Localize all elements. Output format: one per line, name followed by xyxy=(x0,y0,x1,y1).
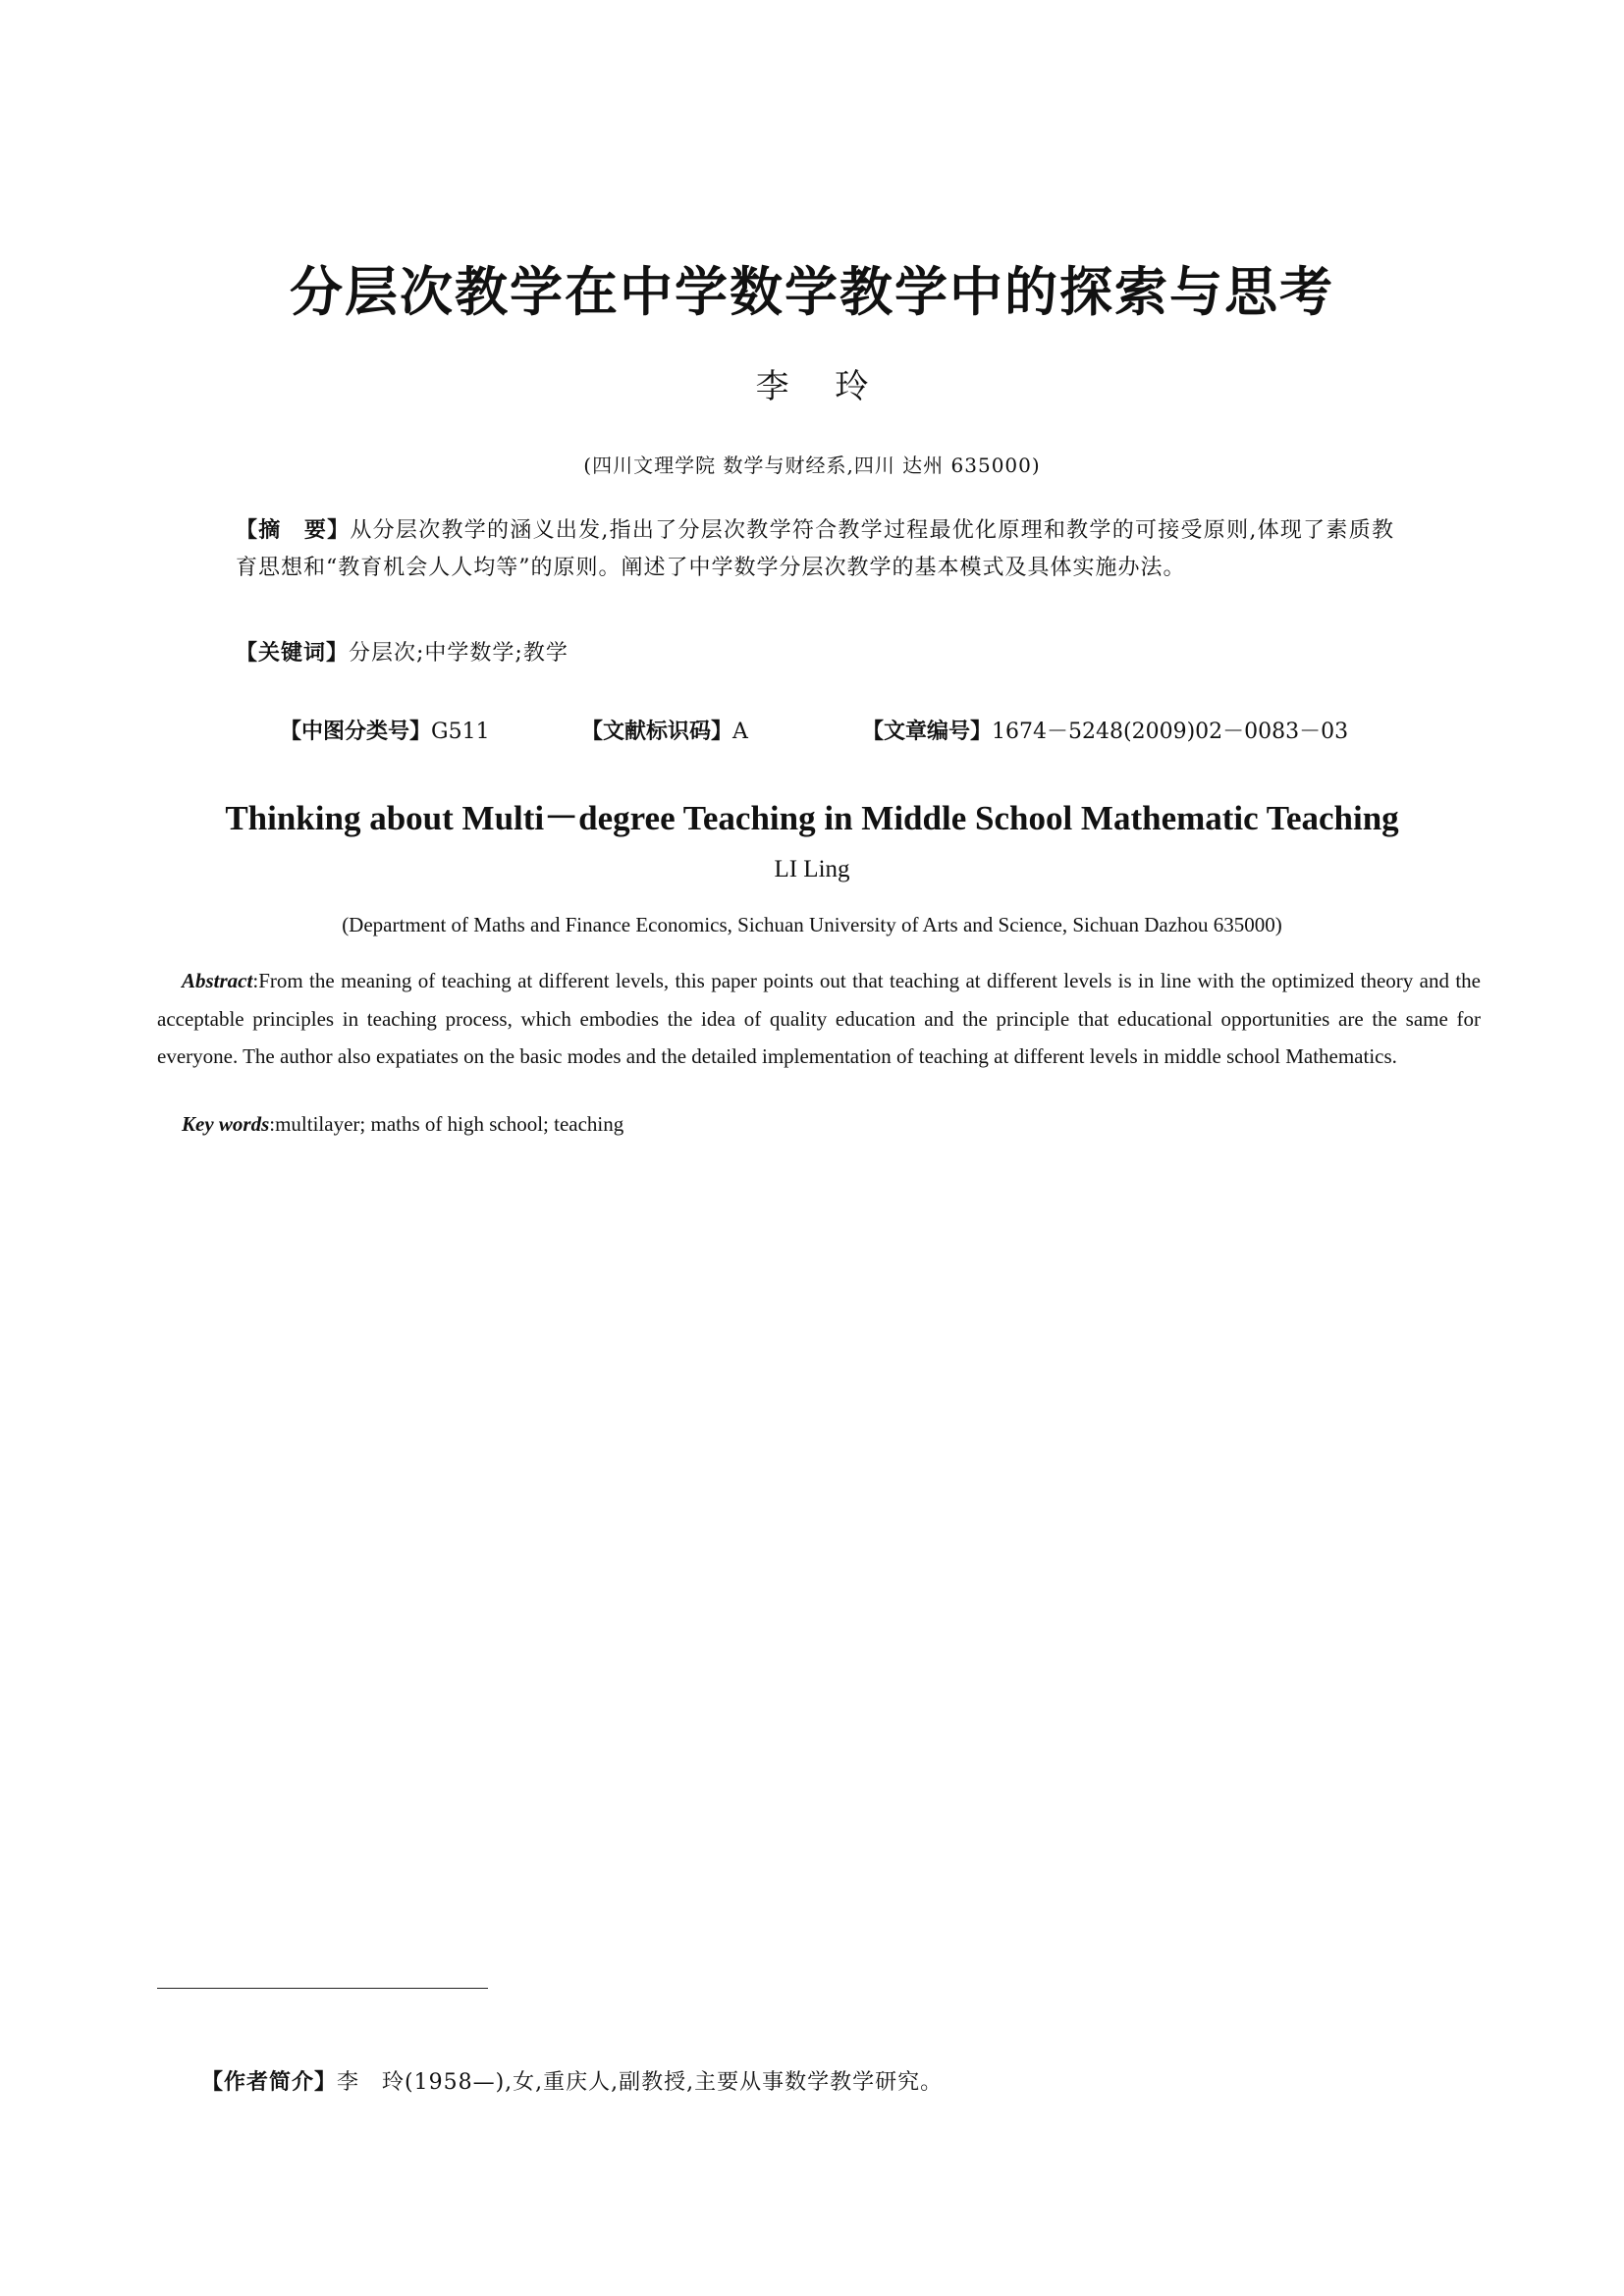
chinese-affiliation: (四川文理学院 数学与财经系,四川 达州 635000) xyxy=(583,454,1041,477)
english-affiliation: (Department of Maths and Finance Economics, Sichuan University of Arts and Science, Sichuan Dazhou 635000) xyxy=(342,913,1282,936)
english-title: Thinking about Multi－degree Teaching in Middle School Mathematic Teaching xyxy=(225,799,1399,837)
document-code-value: A xyxy=(732,720,748,744)
article-number-label: 【文章编号】 xyxy=(862,720,993,744)
article-number-value: 1674－5248(2009)02－0083－03 xyxy=(992,720,1349,744)
english-keywords-separator: : xyxy=(269,1112,276,1136)
document-code xyxy=(581,715,748,745)
clc-number xyxy=(280,715,490,745)
article-number xyxy=(862,715,1348,745)
chinese-title: 分层次教学在中学数学教学中的探索与思考 xyxy=(290,261,1334,323)
english-keywords-label: Key words xyxy=(182,1112,270,1136)
author-bio-text: 李 玲(1958—),女,重庆人,副教授,主要从事数学教学研究。 xyxy=(337,2070,944,2095)
english-keywords-text: multilayer; maths of high school; teaching xyxy=(275,1112,624,1136)
chinese-abstract xyxy=(236,512,1394,587)
footnote-divider xyxy=(157,1988,488,1989)
english-abstract-separator: : xyxy=(252,969,259,992)
english-abstract-text: From the meaning of teaching at different levels, this paper points out that teaching at different levels is in line with the optimized theory and the acceptable principles in teaching process, which embodies the idea of quality education and the principle that educational opportunities are the same for everyone. The author also expatiates on the basic modes and the detailed implementation of teaching at different levels in middle school Mathematics. xyxy=(157,969,1481,1068)
chinese-keywords-text: 分层次;中学数学;教学 xyxy=(349,641,568,666)
english-keywords xyxy=(182,1112,623,1137)
clc-label: 【中图分类号】 xyxy=(280,720,432,744)
clc-value: G511 xyxy=(431,720,490,744)
english-author: LI Ling xyxy=(774,856,850,882)
author-bio-label: 【作者简介】 xyxy=(201,2070,338,2095)
chinese-author: 李 玲 xyxy=(755,367,869,406)
classification-row xyxy=(280,715,1360,744)
author-bio xyxy=(201,2065,943,2096)
chinese-keywords-label: 【关键词】 xyxy=(236,641,350,666)
chinese-abstract-text: 从分层次教学的涵义出发,指出了分层次教学符合教学过程最优化原理和教学的可接受原则,体现了素质教育思想和“教育机会人人均等”的原则。阐述了中学数学分层次教学的基本模式及具体实施办法。 xyxy=(236,518,1394,580)
chinese-keywords xyxy=(236,636,568,667)
english-abstract-label: Abstract xyxy=(182,969,253,992)
chinese-abstract-label: 【摘 要】 xyxy=(236,518,351,543)
document-code-label: 【文献标识码】 xyxy=(581,720,733,744)
english-abstract xyxy=(157,962,1481,1076)
